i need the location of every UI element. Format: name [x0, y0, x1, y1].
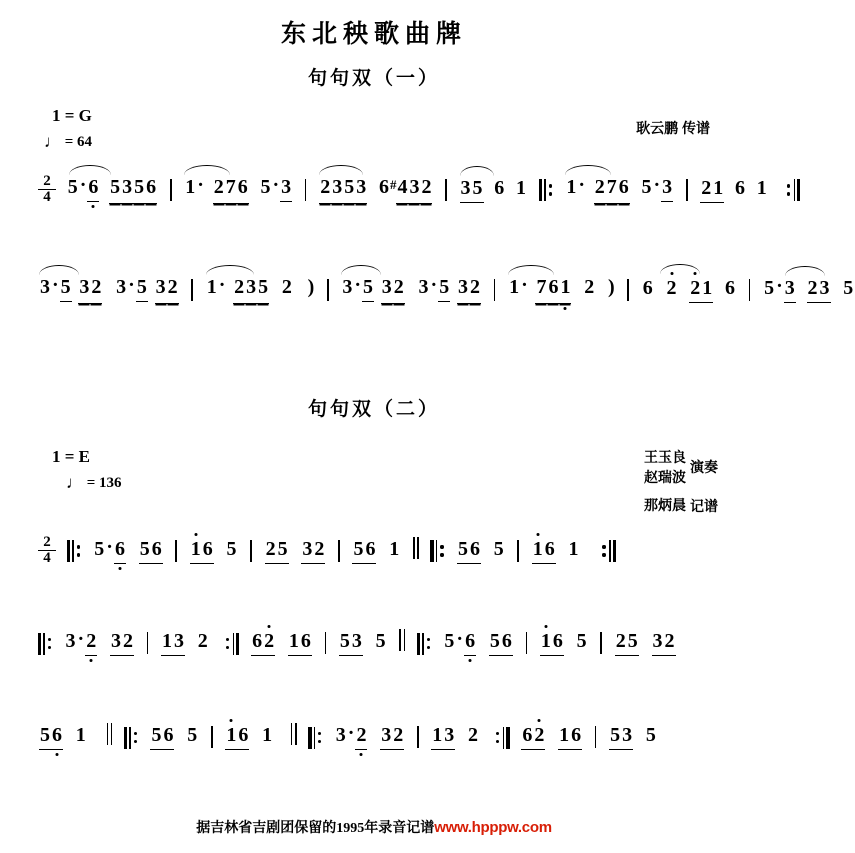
repeat-end[interactable]	[495, 726, 510, 748]
barline	[417, 726, 419, 748]
section-2-title: 句句双（二）	[307, 399, 440, 420]
slur	[184, 165, 230, 175]
barline	[211, 726, 213, 748]
credit-transcriber-1: 耿云鹏 传谱	[636, 120, 710, 136]
measure: 5 6 5	[457, 538, 505, 564]
key-signature-2: 1 = E	[52, 447, 91, 466]
quarter-note-icon: ♩	[66, 473, 83, 492]
section-2-meta	[0, 447, 748, 533]
repeat-end[interactable]	[601, 540, 616, 562]
staff-line-1	[24, 164, 767, 220]
measure: 1 · 2 3 5 2 )	[206, 276, 315, 304]
measure: 2 5 3 2	[265, 538, 326, 564]
measure: 6 2 2 1 6	[642, 277, 736, 303]
slur	[785, 266, 825, 276]
measure: 5 6 5	[150, 724, 198, 750]
footer-website[interactable]: www.hpppw.com	[434, 819, 552, 836]
slur	[565, 165, 611, 175]
slur	[206, 265, 254, 275]
measure: 6 2 1 6	[251, 630, 312, 656]
measure: 3 5 6 1	[460, 177, 528, 203]
time-signature-2: $\frac{2}{4}$	[38, 535, 56, 566]
slur	[508, 265, 554, 275]
slur	[460, 166, 494, 176]
staff-line-2	[24, 266, 854, 322]
notator-name: 那炳晨	[644, 497, 686, 513]
measure: 5 · 3 2 3 5	[763, 277, 854, 303]
barline	[600, 632, 602, 654]
credit-role-performance: 演奏	[690, 459, 718, 476]
measure: 5 · 6 5 6	[93, 538, 162, 564]
measure: 1 6 1	[225, 724, 273, 750]
measure: 1 6 5	[190, 538, 238, 564]
page-title: 东北秧歌曲牌	[280, 20, 467, 48]
repeat-start[interactable]	[124, 726, 139, 748]
quarter-note-icon: ♩	[44, 132, 61, 151]
double-barline	[291, 723, 297, 751]
measure: 1 · 7 6 1 2 )	[508, 276, 615, 304]
barline	[627, 279, 629, 301]
section-1-meta	[0, 106, 748, 162]
barline	[595, 726, 597, 748]
measure: 1 · 2 7 6 5 · 3	[565, 176, 673, 204]
measure: 5 6 1	[39, 724, 87, 750]
measure: 3 · 5 3 2 3 · 5 3 2	[341, 276, 481, 304]
barline	[338, 540, 340, 562]
measure: 1 6 5	[540, 630, 588, 656]
performer-name-2: 赵瑞波	[644, 469, 686, 486]
repeat-start[interactable]	[38, 632, 53, 654]
repeat-start[interactable]	[417, 632, 432, 654]
barline	[175, 540, 177, 562]
barline	[325, 632, 327, 654]
barline	[494, 279, 496, 301]
credit-performers	[644, 447, 718, 488]
tempo-marking-1	[44, 132, 92, 152]
measure: 5 · 6 5 6	[443, 630, 512, 656]
repeat-start[interactable]	[308, 726, 323, 748]
key-signature-1: 1 = G	[52, 106, 92, 125]
measure: 5 3 5	[339, 630, 387, 656]
slur	[69, 165, 111, 175]
tempo-value-2: = 136	[86, 475, 122, 491]
section-1-title: 句句双（一）	[307, 68, 440, 89]
double-barline	[413, 537, 419, 565]
repeat-start[interactable]	[430, 540, 445, 562]
barline	[170, 179, 172, 201]
measure: 3 · 2 3 2	[335, 724, 404, 750]
performer-names	[644, 447, 686, 488]
repeat-start[interactable]	[67, 540, 82, 562]
measure: 5 3 5	[609, 724, 657, 750]
barline	[749, 279, 751, 301]
slur	[319, 165, 363, 175]
measure: 3 · 2 3 2	[65, 630, 134, 656]
staff-line-4	[24, 619, 724, 675]
measure: 1 · 2 7 6 5 · 3	[184, 176, 292, 204]
tempo-marking-2	[66, 473, 122, 493]
footer-source-text: 据吉林省吉剧团保留的1995年录音记谱	[196, 821, 435, 836]
measure: 1 3 2	[431, 724, 479, 750]
barline	[526, 632, 528, 654]
barline	[305, 179, 307, 201]
credit-notator	[644, 495, 718, 516]
barline	[191, 279, 193, 301]
repeat-end[interactable]	[786, 179, 801, 201]
staff-line-3	[24, 525, 724, 581]
barline	[445, 179, 447, 201]
credit-role-notation: 记谱	[690, 498, 718, 515]
performer-name-1: 王玉良	[644, 449, 686, 465]
time-signature-1: $\frac{2}{4}$	[38, 174, 56, 205]
footer	[0, 817, 748, 837]
double-barline	[107, 723, 113, 751]
sheet-music-page	[0, 14, 854, 853]
tempo-value-1: = 64	[64, 134, 93, 150]
barline	[250, 540, 252, 562]
barline	[147, 632, 149, 654]
measure: 6 2 1 6	[521, 724, 582, 750]
measure: 5 6 1	[352, 538, 400, 564]
repeat-end[interactable]	[225, 632, 240, 654]
measure: 2 3 5 3 6#4 3 2	[319, 176, 432, 204]
double-barline	[399, 629, 405, 657]
repeat-start[interactable]	[539, 179, 554, 201]
measure: 3 · 5 3 2 3 · 5 3 2	[39, 276, 179, 304]
barline	[327, 279, 329, 301]
measure: 5 · 6 5 3 5 6	[67, 176, 157, 204]
measure: 1 3 2	[161, 630, 209, 656]
barline	[686, 179, 688, 201]
barline	[517, 540, 519, 562]
staff-line-5	[24, 713, 724, 769]
measure: 2 5 3 2	[615, 630, 676, 656]
measure: 2 1 6 1	[700, 177, 768, 203]
measure: 1 6 1	[532, 538, 580, 564]
